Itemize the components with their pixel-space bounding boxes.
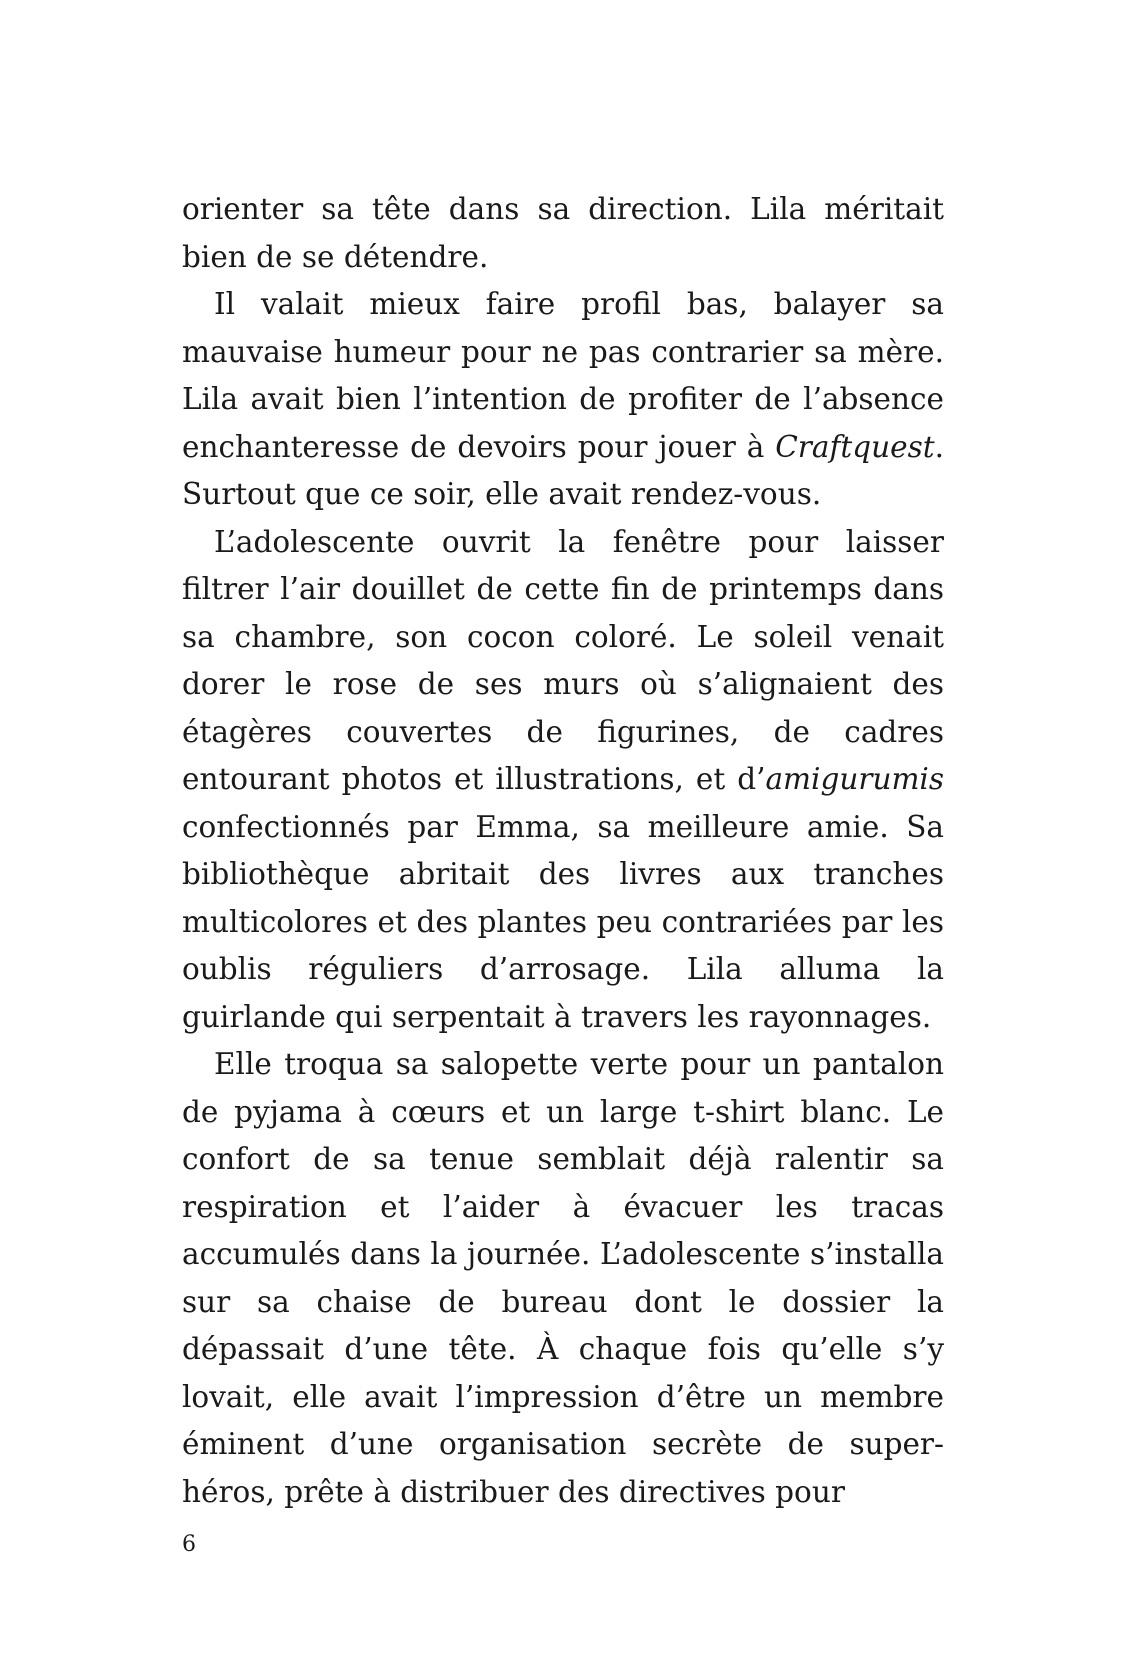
text-segment: . Surtout que ce soir, elle avait rendez-vous. <box>182 429 944 511</box>
text-segment: Elle troqua sa salopette verte pour un pantalon de pyjama à cœurs et un large t-shirt blanc. Le confort de sa tenue semblait déjà ralentir sa respiration et l’aider à évacuer les tracas accumulés dans la journée. L’adolescente s’installa sur sa chaise de bureau dont le dossier la dépassait d’une tête. À chaque fois qu’elle s’y lovait, elle avait l’impression d’être un membre éminent d’une organisation secrète de super-héros, prête à distribuer des directives pour <box>182 1047 944 1509</box>
text-segment: confectionnés par Emma, sa meilleure amie. Sa bibliothèque abritait des livres aux tranches multicolores et des plantes peu contrariées par les oublis réguliers d’arrosage. Lila alluma la guirlande qui serpentait à travers les rayonnages. <box>182 809 944 1034</box>
italic-term: amigurumis <box>765 762 944 796</box>
italic-title: Craftquest <box>775 429 935 464</box>
paragraph <box>182 519 944 1042</box>
text-segment: Il valait mieux faire profil bas, balayer sa mauvaise humeur pour ne pas contrarier sa mère. Lila avait bien l’intention de profiter de l’absence enchanteresse de devoirs pour jouer à <box>182 287 944 464</box>
text-segment: L’adolescente ouvrit la fenêtre pour laisser filtrer l’air douillet de cette fin de printemps dans sa chambre, son cocon coloré. Le soleil venait dorer le rose de ses murs où s’alignaient des étagères couvertes de figurines, de cadres entourant photos et illustrations, et d’ <box>182 524 944 796</box>
paragraph <box>182 1041 944 1516</box>
text-segment: orienter sa tête dans sa direction. Lila méritait bien de se détendre. <box>182 192 944 274</box>
body-text <box>182 186 944 1516</box>
paragraph <box>182 186 944 281</box>
paragraph <box>182 281 944 519</box>
page-number: 6 <box>182 1532 196 1557</box>
